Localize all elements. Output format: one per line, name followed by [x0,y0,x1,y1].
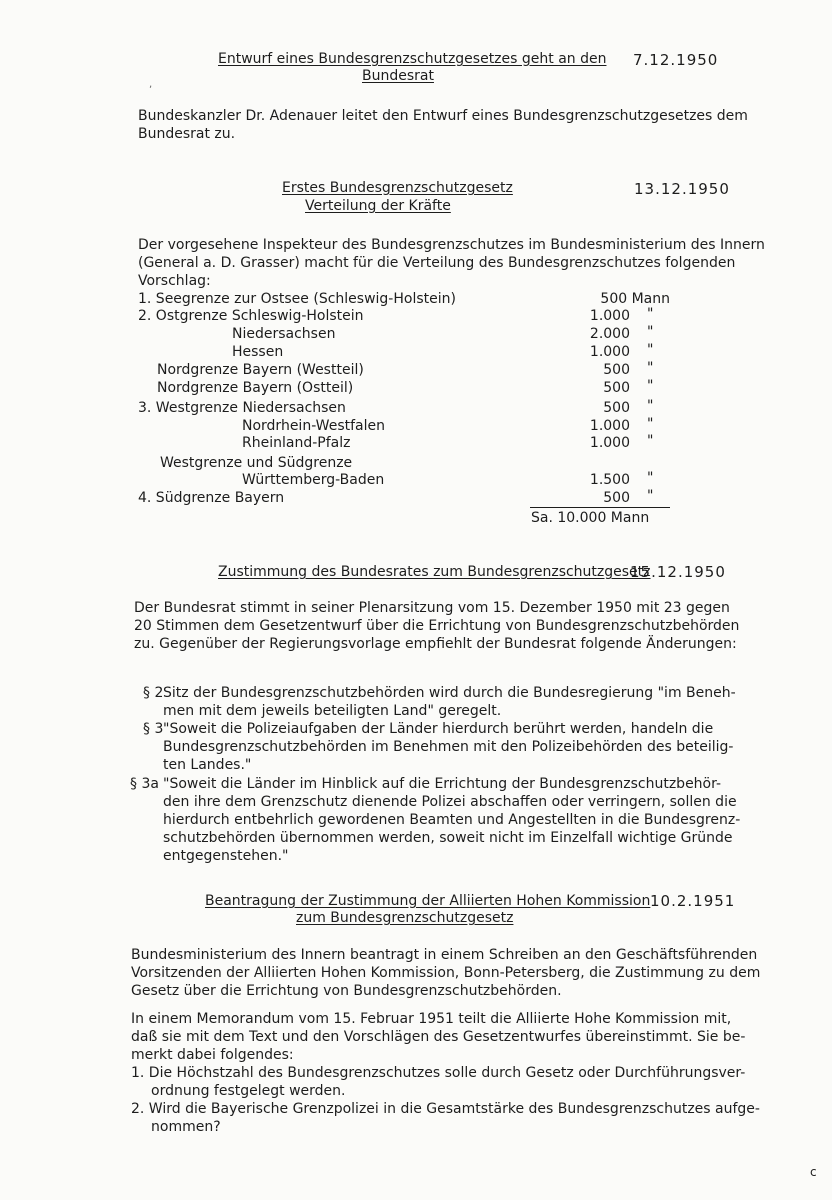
section-title-bundesrat-approval: Zustimmung des Bundesrates zum Bundesgrenzschutzgesetz [218,564,651,580]
distribution-row-label: 4. Südgrenze Bayern [138,490,285,506]
amendment-line: Bundesgrenzschutzbehörden im Benehmen mit den Polizeibehörden des beteilig- [163,739,734,755]
question-line: 2. Wird die Bayerische Grenzpolizei in die Gesamtstärke des Bundesgrenzschutzes aufge- [131,1101,760,1117]
question-line: ordnung festgelegt werden. [151,1083,346,1099]
amendment-line: ten Landes." [163,757,252,773]
ditto-mark: " [647,416,654,432]
distribution-row-amount: 1.500 [589,472,630,488]
distribution-row-amount: 500 [603,400,630,416]
amendment-line: "Soweit die Polizeiaufgaben der Länder hierdurch berührt werden, handeln die [163,721,714,737]
ditto-mark: " [647,360,654,376]
stray-mark: , [149,79,153,90]
body-line: merkt dabei folgendes: [131,1047,294,1063]
distribution-row-amount: 1.000 [589,435,630,451]
distribution-row-label: 3. Westgrenze Niedersachsen [138,400,346,416]
body-line: In einem Memorandum vom 15. Februar 1951 teilt die Alliierte Hohe Kommission mit, [131,1011,732,1027]
ditto-mark: " [647,470,654,486]
body-line: zu. Gegenüber der Regierungsvorlage empfiehlt der Bundesrat folgende Änderungen: [134,636,737,652]
distribution-total: Sa. 10.000 Mann [531,510,650,526]
amendment-line: "Soweit die Länder im Hinblick auf die Errichtung der Bundesgrenzschutzbehör- [163,776,722,792]
distribution-row-label: 1. Seegrenze zur Ostsee (Schleswig-Holstein) [138,291,456,307]
distribution-row-amount: 500 [603,380,630,396]
body-line: Vorschlag: [138,273,211,289]
distribution-row-amount: 1.000 [589,308,630,324]
ditto-mark: " [647,488,654,504]
paragraph-mark: § 3a [130,776,159,792]
body-line: Bundesrat zu. [138,126,236,142]
ditto-mark: " [647,324,654,340]
body-line: daß sie mit dem Text und den Vorschlägen des Gesetzentwurfes übereinstimmt. Sie be- [131,1029,746,1045]
corner-mark: c [810,1165,817,1179]
distribution-row-amount: 1.000 [589,418,630,434]
distribution-row-label: Hessen [232,344,284,360]
body-line: Vorsitzenden der Alliierten Hohen Kommission, Bonn-Petersberg, die Zustimmung zu dem [131,965,761,981]
ditto-mark: " [647,378,654,394]
section-title-draft-to-bundesrat: Entwurf eines Bundesgrenzschutzgesetzes geht an den [218,51,607,67]
ditto-mark: " [647,433,654,449]
distribution-row-label: Westgrenze und Südgrenze [160,455,353,471]
distribution-row-label: Nordgrenze Bayern (Westteil) [157,362,364,378]
section-date: 7.12.1950 [633,51,719,69]
distribution-row-label: Nordgrenze Bayern (Ostteil) [157,380,354,396]
body-line: Der Bundesrat stimmt in seiner Plenarsitzung vom 15. Dezember 1950 mit 23 gegen [134,600,730,616]
section-title-allied-approval-line2: zum Bundesgrenzschutzgesetz [296,910,514,926]
distribution-row-label: Württemberg-Baden [242,472,385,488]
ditto-mark: " [647,306,654,322]
section-date: 10.2.1951 [650,892,736,910]
sum-rule [530,507,670,508]
ditto-mark: " [647,398,654,414]
question-line: 1. Die Höchstzahl des Bundesgrenzschutzes solle durch Gesetz oder Durchführungsver- [131,1065,746,1081]
distribution-row-amount: 500 [603,490,630,506]
ditto-mark: " [647,342,654,358]
section-title-draft-to-bundesrat-line2: Bundesrat [362,68,434,84]
distribution-row-amount: 500 Mann [600,291,670,307]
question-line: nommen? [151,1119,221,1135]
section-subtitle-distribution: Verteilung der Kräfte [305,198,451,214]
distribution-row-amount: 500 [603,362,630,378]
distribution-row-amount: 2.000 [589,326,630,342]
distribution-row-label: 2. Ostgrenze Schleswig-Holstein [138,308,364,324]
section-title-allied-approval: Beantragung der Zustimmung der Alliierten Hohen Kommission [205,893,651,909]
amendment-line: entgegenstehen." [163,848,289,864]
amendment-line: den ihre dem Grenzschutz dienende Polizei abschaffen oder verringern, sollen die [163,794,737,810]
distribution-row-label: Nordrhein-Westfalen [242,418,385,434]
section-date: 13.12.1950 [634,180,730,198]
body-line: Bundeskanzler Dr. Adenauer leitet den Entwurf eines Bundesgrenzschutzgesetzes dem [138,108,748,124]
amendment-line: hierdurch entbehrlich gewordenen Beamten und Angestellten in die Bundesgrenz- [163,812,741,828]
paragraph-mark: § 2 [143,685,164,701]
body-line: Gesetz über die Errichtung von Bundesgrenzschutzbehörden. [131,983,562,999]
section-title-first-law: Erstes Bundesgrenzschutzgesetz [282,180,513,196]
distribution-row-amount: 1.000 [589,344,630,360]
body-line: Der vorgesehene Inspekteur des Bundesgrenzschutzes im Bundesministerium des Innern [138,237,765,253]
body-line: (General a. D. Grasser) macht für die Verteilung des Bundesgrenzschutzes folgenden [138,255,736,271]
distribution-row-label: Niedersachsen [232,326,336,342]
body-line: Bundesministerium des Innern beantragt in einem Schreiben an den Geschäftsführenden [131,947,758,963]
section-date: 15.12.1950 [630,563,726,581]
amendment-line: Sitz der Bundesgrenzschutzbehörden wird durch die Bundesregierung "im Beneh- [163,685,736,701]
paragraph-mark: § 3 [143,721,164,737]
distribution-row-label: Rheinland-Pfalz [242,435,351,451]
body-line: 20 Stimmen dem Gesetzentwurf über die Errichtung von Bundesgrenzschutzbehörden [134,618,740,634]
amendment-line: schutzbehörden übernommen werden, soweit nicht im Einzelfall wichtige Gründe [163,830,733,846]
amendment-line: men mit dem jeweils beteiligten Land" geregelt. [163,703,502,719]
